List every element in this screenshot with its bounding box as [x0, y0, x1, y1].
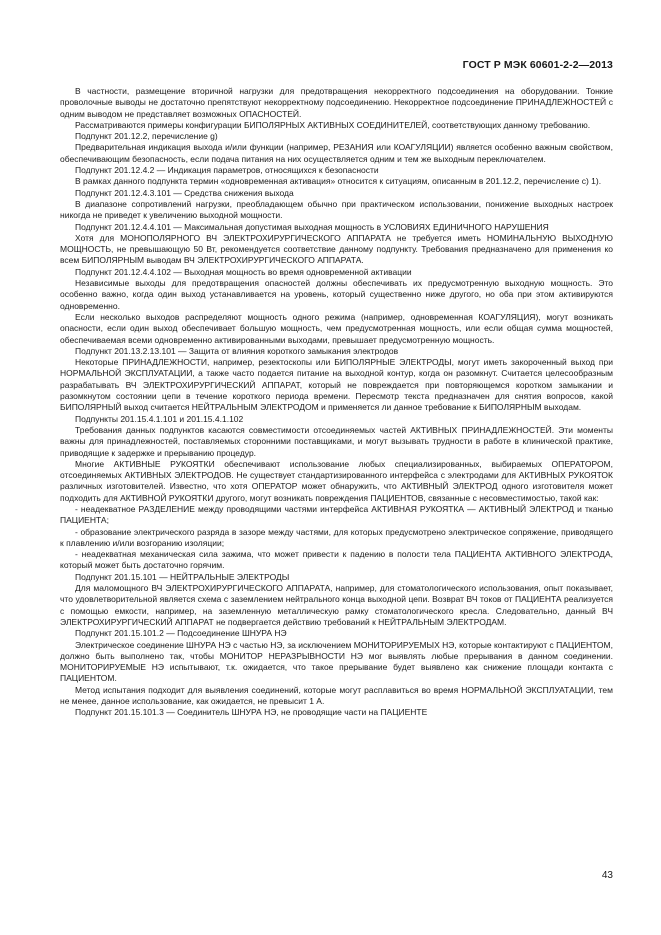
page-number: 43 [601, 870, 613, 881]
paragraph: Независимые выходы для предотвращения опасностей должны обеспечивать их предусмотренную выходную мощность. Это особенно важно, когда один выход устанавливается на уровень, который существенно ниже другого, но оба при этом активируются одновременно. [60, 278, 613, 311]
paragraph: Метод испытания подходит для выявления соединений, которые могут расплавиться во время НОРМАЛЬНОЙ ЭКСПЛУАТАЦИИ, тем не менее, данное использование, как ожидается, не превысит 1 А. [60, 684, 613, 707]
paragraph: В рамках данного подпункта термин «одновременная активация» относится к ситуациям, описанным в 201.12.2, перечисление с) 1). [75, 176, 602, 187]
subclause-heading: Подпункт 201.12.4.2 — Индикация параметров, относящихся к безопасности [75, 165, 379, 176]
subclause-heading: Подпункт 201.12.4.4.102 — Выходная мощность во время одновременной активации [75, 266, 412, 277]
subclause-heading: Подпункт 201.12.2, перечисление g) [75, 131, 218, 142]
paragraph: Электрическое соединение ШНУРА НЭ с частью НЭ, за исключением МОНИТОРИРУЕМЫХ НЭ, которые контактируют с ПАЦИЕНТОМ, должно быть выполнено так, чтобы МОНИТОР НЕРАЗРЫВНОСТИ НЭ мог выявлять любые прерывания в данном соединении. МОНИТОРИРУЕМЫЕ НЭ испытывают, т.к. ожидается, что такое прерывание будет выявлено как снижение площади контакта с ПАЦИЕНТОМ. [60, 639, 613, 684]
paragraph: В частности, размещение вторичной нагрузки для предотвращения некорректного подсоединения на оборудовании. Тонкие проволочные выводы не достаточно препятствуют некорректному подсоединению. Некорректное подсоединение ПРИНАДЛЕЖНОСТЕЙ с одним выводом не представляет возможных ОПАСНОСТЕЙ. [60, 86, 613, 119]
subclause-heading: Подпункты 201.15.4.1.101 и 201.15.4.1.102 [75, 413, 244, 424]
subclause-heading: Подпункт 201.12.4.4.101 — Максимальная допустимая выходная мощность в УСЛОВИЯХ ЕДИНИЧНОГО НАРУШЕНИЯ [75, 221, 549, 232]
paragraph: Требования данных подпунктов касаются совместимости отсоединяемых частей АКТИВНЫХ ПРИНАДЛЕЖНОСТЕЙ. Эти моменты важны для принадлежностей, поставляемых сторонними поставщиками, и могут вызывать трудности в работе в клинической практике, приводящие к задержке и прерыванию процедур. [60, 424, 613, 458]
paragraph: Многие АКТИВНЫЕ РУКОЯТКИ обеспечивают использование любых специализированных, выбираемых ОПЕРАТОРОМ, отсоединяемых АКТИВНЫХ ЭЛЕКТРОДОВ. Не существует стандартизированного интерфейса с электродами для АКТИВНЫХ РУКОЯТОК различных изготовителей. Известно, что хотя ОПЕРАТОР может обнаружить, что АКТИВНЫЙ ЭЛЕКТРОД одного изготовителя может подходить для АКТИВНОЙ РУКОЯТКИ другого, могут возникать повреждения ПАЦИЕНТОВ, связанные с несовместимостью, такой как: [60, 458, 613, 503]
list-item: - образование электрического разряда в зазоре между частями, для которых предусмотрено электрическое сопряжение, приводящего к плавлению и/или возгоранию изоляции; [60, 526, 613, 548]
paragraph: Для маломощного ВЧ ЭЛЕКТРОХИРУРГИЧЕСКОГО АППАРАТА, например, для стоматологического использования, опыт показывает, что удовлетворительной является схема с заземлением нейтрального конца выходной цепи. Возврат ВЧ токов от ПАЦИЕНТА реализуется с помощью емкости, например, на заземленную металлическую рамку стоматологического кресла. Следовательно, данный ВЧ ЭЛЕКТРОХИРУРГИЧЕСКИЙ АППАРАТ не подвергается действию требований к НЕЙТРАЛЬНЫМ ЭЛЕКТРОДАМ. [60, 583, 613, 627]
document-header: ГОСТ Р МЭК 60601-2-2—2013 [462, 59, 613, 71]
subclause-heading: Подпункт 201.15.101.2 — Подсоединение ШНУРА НЭ [75, 628, 287, 639]
subclause-heading: Подпункт 201.15.101 — НЕЙТРАЛЬНЫЕ ЭЛЕКТРОДЫ [75, 571, 290, 582]
document-body [60, 86, 613, 719]
subclause-heading: Подпункт 201.13.2.13.101 — Защита от влияния короткого замыкания электродов [75, 345, 399, 356]
paragraph: Некоторые ПРИНАДЛЕЖНОСТИ, например, резектоскопы или БИПОЛЯРНЫЕ ЭЛЕКТРОДЫ, могут иметь закороченный выход при НОРМАЛЬНОЙ ЭКСПЛУАТАЦИИ, а также часто подается питание на выходной контур, когда он разомкнут. Считается целесообразным разрабатывать ВЧ ЭЛЕКТРОХИРУРГИЧЕСКИЙ АППАРАТ, который не повреждается при повторяющемся коротком замыкании и разомкнутом состоянии цепи в течение короткого периода времени. Пересмотр текста предназначен для снятия вопросов, какой БИПОЛЯРНЫЙ выход считается НЕЙТРАЛЬНЫМ ЭЛЕКТРОДОМ и применяется ли данное требование к БИПОЛЯРНЫМ выходам. [60, 357, 613, 413]
subclause-heading: Подпункт 201.15.101.3 — Соединитель ШНУРА НЭ, не проводящие части на ПАЦИЕНТЕ [75, 707, 428, 718]
paragraph: Если несколько выходов распределяют мощность одного режима (например, одновременная КОАГУЛЯЦИЯ), могут возникать опасности, если один выход обеспечивает большую мощность, чем предусмотренная мощность, или если общая сумма мощностей, обеспечиваемая всеми одновременно активированными выходами, превышает предусмотренную мощность. [60, 311, 613, 345]
list-item: - неадекватная механическая сила зажима, что может привести к падению в полости тела ПАЦИЕНТА АКТИВНОГО ЭЛЕКТРОДА, который может быть достаточно горячим. [60, 549, 613, 571]
paragraph: Предварительная индикация выхода и/или функции (например, РЕЗАНИЯ или КОАГУЛЯЦИИ) является особенно важным свойством, обеспечивающим безопасность, если подача питания на них осуществляется одним и тем же выходным переключателем. [60, 142, 613, 164]
subclause-heading: Подпункт 201.12.4.3.101 — Средства снижения выхода [75, 187, 294, 198]
paragraph: В диапазоне сопротивлений нагрузки, преобладающем обычно при практическом использовании, понижение выходных настроек никогда не приведет к увеличению выходной мощности. [60, 198, 613, 221]
paragraph: Рассматриваются примеры конфигурации БИПОЛЯРНЫХ АКТИВНЫХ СОЕДИНИТЕЛЕЙ, соответствующих данному требованию. [75, 119, 591, 130]
paragraph: Хотя для МОНОПОЛЯРНОГО ВЧ ЭЛЕКТРОХИРУРГИЧЕСКОГО АППАРАТА не требуется иметь НОМИНАЛЬНУЮ ВЫХОДНУЮ МОЩНОСТЬ, не превышающую 50 Вт, рекомендуется соответствие данному подпункту. Требования предназначено для применения ко всем БИПОЛЯРНЫМ выводам ВЧ ЭЛЕКТРОХИРУРГИЧЕСКОГО АППАРАТА. [60, 232, 613, 266]
list-item: - неадекватное РАЗДЕЛЕНИЕ между проводящими частями интерфейса АКТИВНАЯ РУКОЯТКА — АКТИВНЫЙ ЭЛЕКТРОД и тканью ПАЦИЕНТА; [60, 503, 613, 526]
